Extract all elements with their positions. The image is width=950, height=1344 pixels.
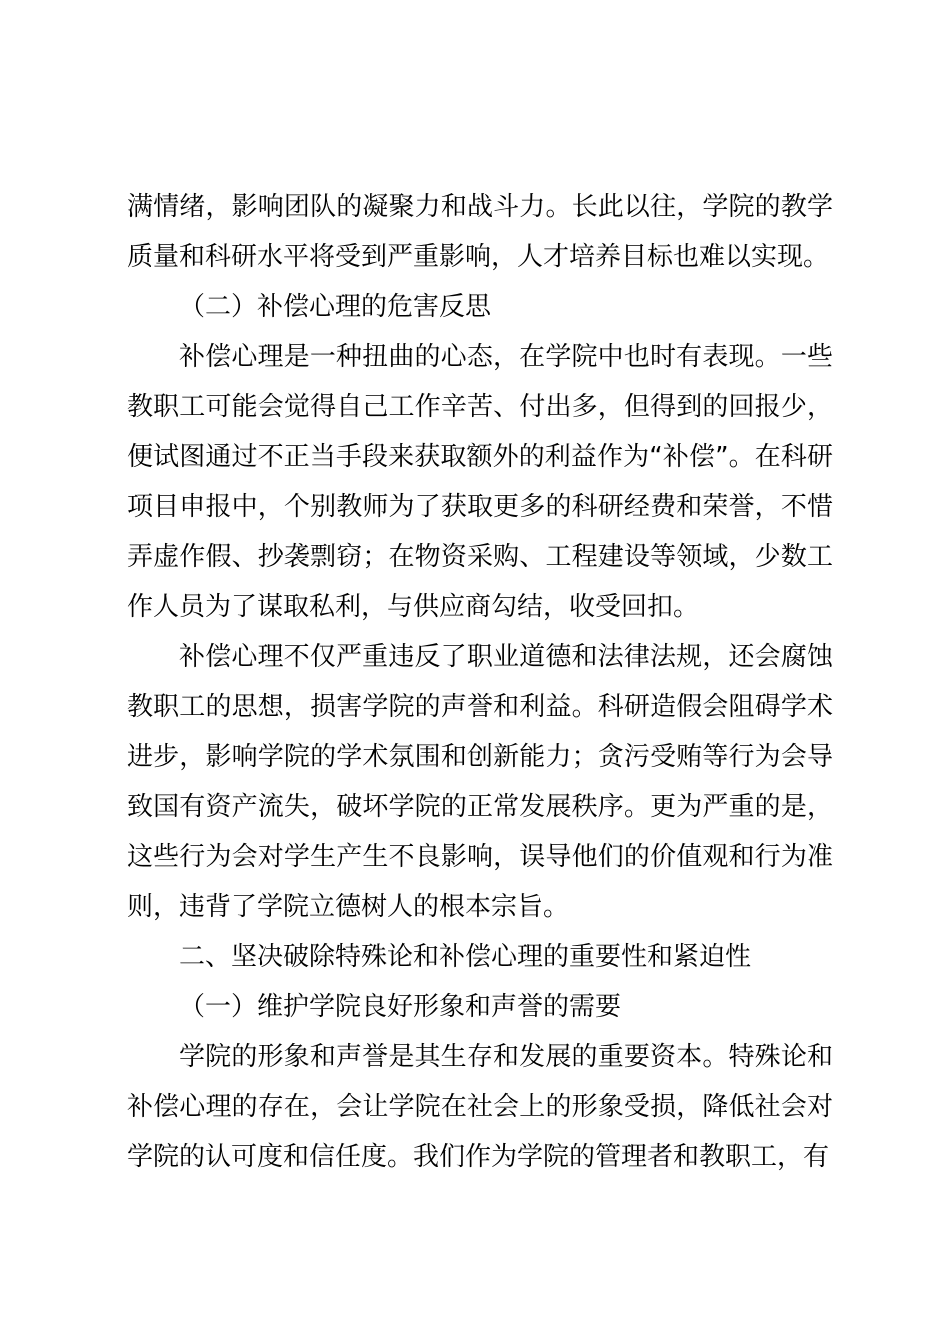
paragraph-3: 补偿心理不仅严重违反了职业道德和法律法规，还会腐蚀教职工的思想，损害学院的声誉和利益。科研造假会阻碍学术进步，影响学院的学术氛围和创新能力；贪污受贿等行为会导致国有资产流失，破坏学院的正常发展秩序。更为严重的是，这些行为会对学生产生不良影响，误导他们的价值观和行为准则，违背了学院立德树人的根本宗旨。 [127, 642, 833, 922]
paragraph-1: 满情绪，影响团队的凝聚力和战斗力。长此以往，学院的教学质量和科研水平将受到严重影响，人才培养目标也难以实现。 [127, 192, 833, 272]
paragraph-4: 学院的形象和声誉是其生存和发展的重要资本。特殊论和补偿心理的存在，会让学院在社会上的形象受损，降低社会对学院的认可度和信任度。我们作为学院的管理者和教职工，有 [127, 1042, 833, 1172]
document-body [127, 182, 833, 1182]
paragraph-2: 补偿心理是一种扭曲的心态，在学院中也时有表现。一些教职工可能会觉得自己工作辛苦、付出多，但得到的回报少，便试图通过不正当手段来获取额外的利益作为“补偿”。在科研项目申报中，个别教师为了获取更多的科研经费和荣誉，不惜弄虚作假、抄袭剽窃；在物资采购、工程建设等领域，少数工作人员为了谋取私利，与供应商勾结，收受回扣。 [127, 342, 833, 622]
section-heading-compensation-harm: （二）补偿心理的危害反思 [179, 292, 492, 322]
section-heading-reputation: （一）维护学院良好形象和声誉的需要 [179, 992, 622, 1022]
chapter-heading-importance: 二、坚决破除特殊论和补偿心理的重要性和紧迫性 [179, 942, 752, 972]
